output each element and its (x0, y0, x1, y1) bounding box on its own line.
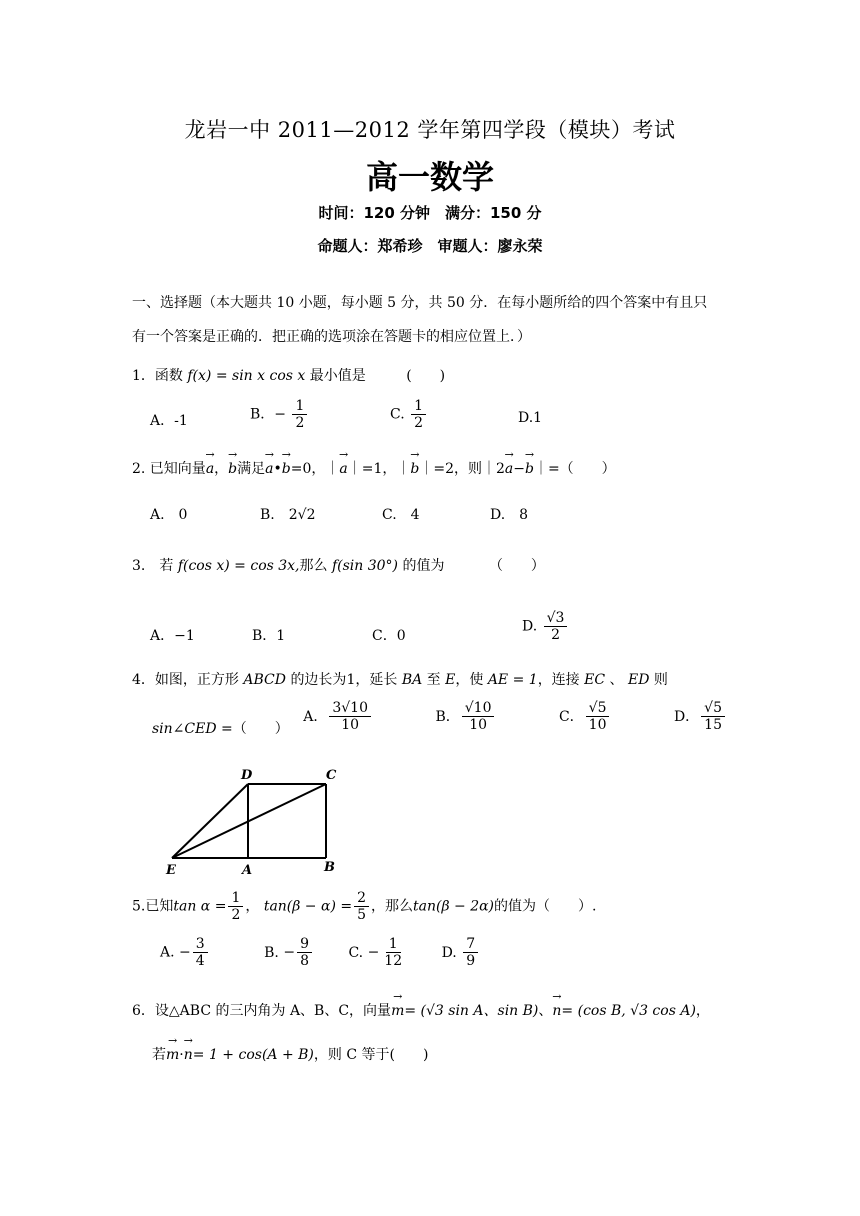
label-b: B (324, 860, 335, 875)
time-info: 时间：120 分钟 满分：150 分 (318, 204, 542, 222)
label-d: D (241, 768, 253, 783)
label-a: A (242, 863, 253, 878)
question-1: 1．函数 f(x) = sin x cos x 最小值是 ( ) (132, 368, 446, 384)
q2-option-c: C. 4 (382, 507, 420, 523)
edge-ed (172, 784, 248, 858)
question-4-line-1: 4．如图，正方形 ABCD 的边长为1，延长 BA 至 E，使 AE = 1，连接 EC 、 ED 则 (132, 672, 668, 688)
q3-option-c: C．0 (372, 628, 406, 644)
section-line-2: 有一个答案是正确的．把正确的选项涂在答题卡的相应位置上．） (132, 329, 531, 345)
q3-option-a: A．−1 (150, 628, 195, 644)
question-6-line-1: 6．设△ABC 的三内角为 A、B、C，向量→ m= (√3 sin A、sin B)、→ n= (cos B, √3 cos A)， (132, 1000, 710, 1020)
q3-option-d: D. $\frac{√3}{2}$ (522, 610, 569, 643)
q1-option-c: C. $\frac{1}{2}$ (390, 398, 428, 431)
q2-option-b: B. 2√2 (260, 507, 316, 523)
exam-title: 龙岩一中 2011—2012 学年第四学段（模块）考试 (184, 118, 676, 142)
label-e: E (166, 863, 176, 878)
label-c: C (326, 768, 337, 783)
question-2: 2. 已知向量→ a，→ b满足→ a•→ b=0，｜→ a｜=1，｜→ b｜=2，则｜2→ a−→ b｜=（ ） (132, 458, 616, 478)
q1-option-a: A．-1 (150, 413, 188, 429)
section-line-1: 一、选择题（本大题共 10 小题，每小题 5 分，共 50 分．在每小题所给的四个答案中有且只 (132, 295, 708, 311)
q3-option-b: B．1 (252, 628, 286, 644)
question-5: 5.已知tan α = $\frac{1}{2}$ ， tan(β − α) = $\frac{2}{5}$ ，那么tan(β − 2α)的值为（ ）. (132, 890, 597, 924)
authors: 命题人：郑希珍 审题人：廖永荣 (317, 237, 543, 255)
q5-options: A. − $\frac{3}{4}$ B. − $\frac{9}{8}$ C. − $\frac{1}{12}$ D. $\frac{7}{9}$ (160, 936, 480, 969)
question-3: 3. 若 f(cos x) = cos 3x,那么 f(sin 30°) 的值为 （ ） (132, 558, 545, 574)
q1-option-b: B．− $\frac{1}{2}$ (250, 398, 309, 431)
q1-option-d: D.1 (518, 410, 543, 426)
q2-option-d: D. 8 (490, 507, 529, 523)
question-6-line-2: 若→ m·→ n= 1 + cos(A + B)，则 C 等于( ) (152, 1044, 428, 1064)
q4-figure (160, 764, 350, 880)
subject-title: 高一数学 (365, 158, 494, 196)
question-4-line-2: sin∠CED =（ ） A． $\frac{3√10}{10}$ B． $\frac{√10}{10}$ C． $\frac{√5}{10}$ D． $\frac{√5}{15}$ (152, 700, 727, 733)
q2-option-a: A. 0 (150, 507, 188, 523)
